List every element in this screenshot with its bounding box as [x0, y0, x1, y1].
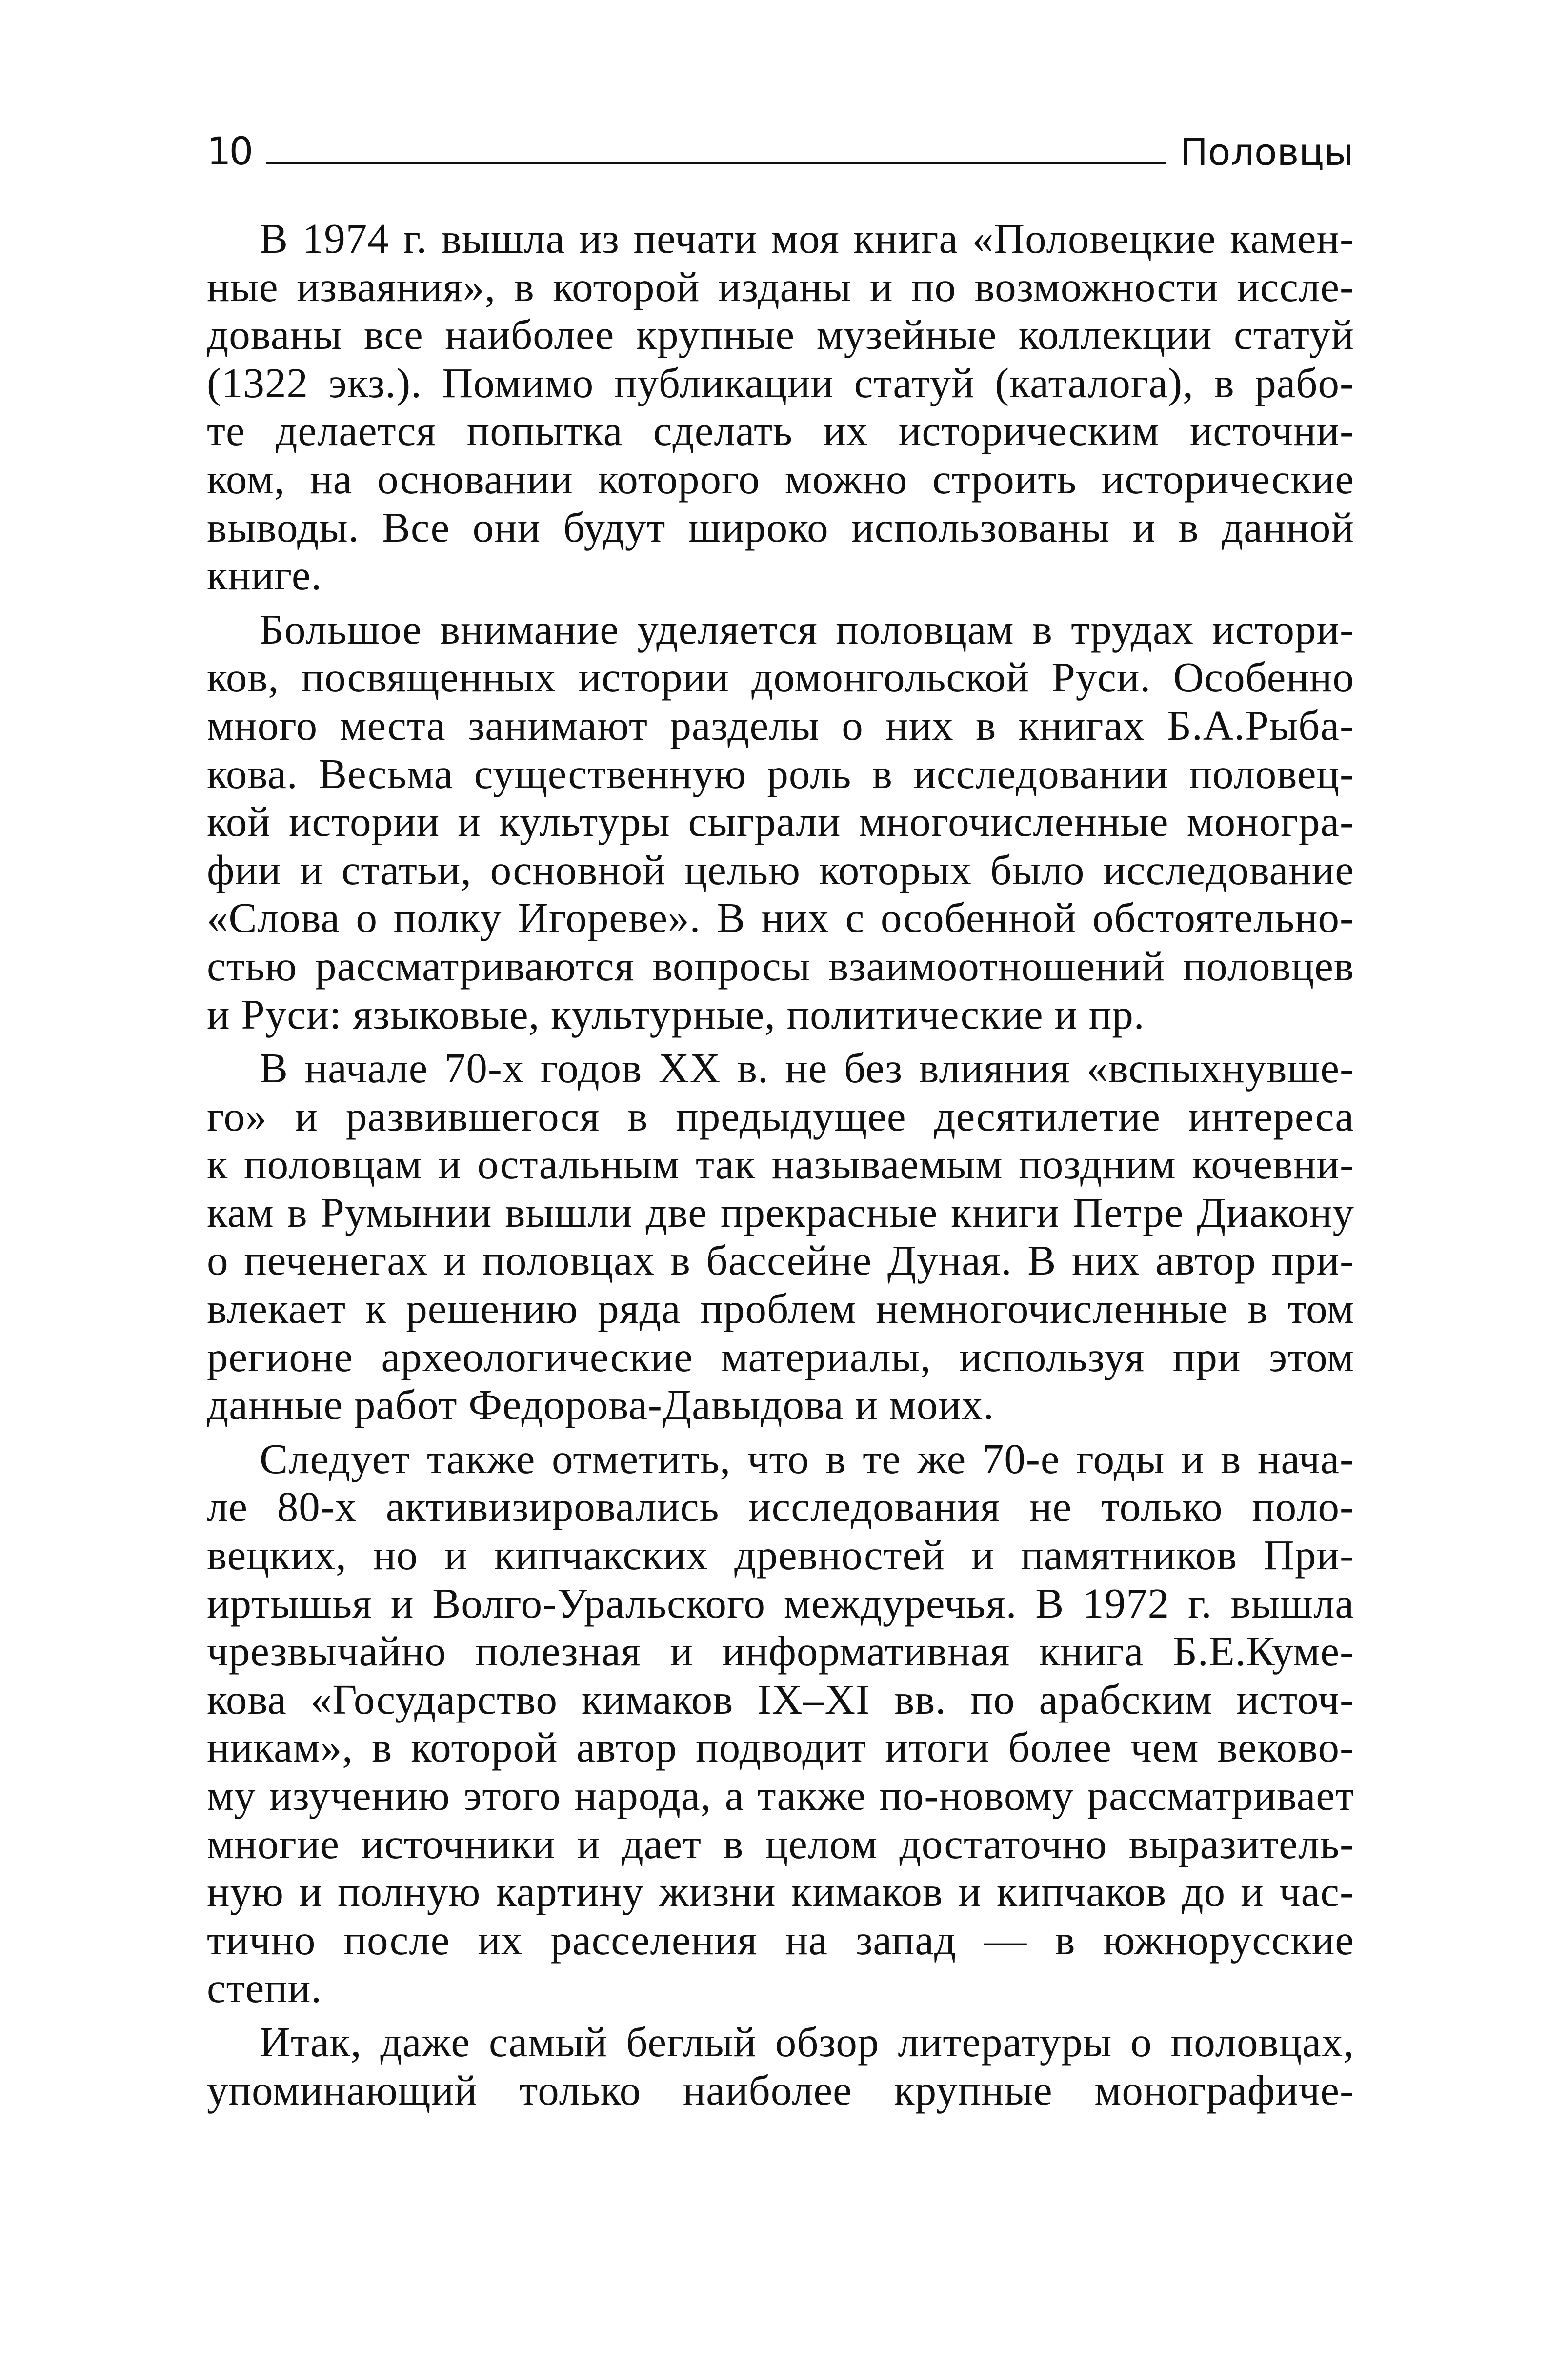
text-line: многие источники и дает в целом достаточно выразитель- [207, 1820, 1354, 1867]
text-line: и Руси: языковые, культурные, политические и пр. [207, 990, 1145, 1038]
header-rule [266, 162, 1165, 164]
paragraph-3 [207, 1044, 1354, 1429]
text-line: му изучению этого народа, а также по-новому рассматривает [207, 1772, 1354, 1819]
text-line: ные изваяния», в которой изданы и по возможности иссле- [207, 263, 1354, 310]
text-line: фии и статьи, основной целью которых было исследование [207, 846, 1354, 893]
text-line: ков, посвященных истории домонгольской Руси. Особенно [207, 653, 1354, 701]
text-line: степи. [207, 1964, 322, 2012]
body-text [207, 215, 1354, 2120]
text-line: (1322 экз.). Помимо публикации статуй (каталога), в рабо- [207, 359, 1354, 406]
text-line: чрезвычайно полезная и информативная книга Б.Е.Куме- [207, 1627, 1354, 1675]
text-line: ком, на основании которого можно строить исторические [207, 455, 1354, 503]
text-line: регионе археологические материалы, используя при этом [207, 1333, 1354, 1380]
paragraph-5 [207, 2018, 1354, 2114]
paragraph-1 [207, 215, 1354, 600]
text-line: о печенегах и половцах в бассейне Дуная. В них автор при- [207, 1236, 1354, 1284]
text-line: кова. Весьма существенную роль в исследовании половец- [207, 749, 1354, 797]
text-line: упоминающий только наиболее крупные монографиче- [207, 2066, 1354, 2114]
paragraph-2 [207, 606, 1354, 1038]
text-line: В начале 70-х годов XX в. не без влияния «вспыхнувше- [260, 1044, 1354, 1092]
text-line: В 1974 г. вышла из печати моя книга «Половецкие камен- [260, 215, 1354, 262]
text-line: много места занимают разделы о них в книгах Б.А.Рыба- [207, 701, 1354, 749]
text-line: «Слова о полку Игореве». В них с особенной обстоятельно- [207, 894, 1354, 942]
text-line: Следует также отметить, что в те же 70-е годы и в нача- [260, 1435, 1354, 1482]
text-line: данные работ Федорова-Давыдова и моих. [207, 1381, 995, 1429]
text-line: дованы все наиболее крупные музейные коллекции статуй [207, 311, 1354, 359]
text-line: го» и развившегося в предыдущее десятилетие интереса [207, 1092, 1354, 1140]
text-line: ле 80-х активизировались исследования не только поло- [207, 1483, 1354, 1531]
text-line: Итак, даже самый беглый обзор литературы о половцах, [260, 2018, 1354, 2066]
paragraph-4 [207, 1435, 1354, 2012]
text-line: ную и полную картину жизни кимаков и кипчаков до и час- [207, 1868, 1354, 1916]
text-line: никам», в которой автор подводит итоги более чем веково- [207, 1723, 1354, 1771]
text-line: книге. [207, 551, 322, 599]
text-line: Большое внимание уделяется половцам в трудах истори- [260, 605, 1354, 653]
text-line: кам в Румынии вышли две прекрасные книги Петре Диакону [207, 1188, 1354, 1236]
text-line: к половцам и остальным так называемым поздним кочевни- [207, 1140, 1354, 1188]
running-title: Половцы [1180, 130, 1353, 174]
text-line: стью рассматриваются вопросы взаимоотношений половцев [207, 942, 1354, 990]
text-line: иртышья и Волго-Уральского междуречья. В 1972 г. вышла [207, 1579, 1354, 1627]
page-number: 10 [207, 130, 252, 174]
text-line: кова «Государство кимаков IX–XI вв. по арабским источ- [207, 1675, 1354, 1723]
text-line: вецких, но и кипчакских древностей и памятников При- [207, 1531, 1354, 1579]
text-line: те делается попытка сделать их историческим источни- [207, 407, 1354, 455]
running-head [207, 117, 1353, 174]
text-line: выводы. Все они будут широко использованы и в данной [207, 503, 1354, 551]
text-line: тично после их расселения на запад — в южнорусские [207, 1916, 1354, 1964]
text-line: кой истории и культуры сыграли многочисленные моногра- [207, 798, 1354, 846]
text-line: влекает к решению ряда проблем немногочисленные в том [207, 1285, 1354, 1333]
